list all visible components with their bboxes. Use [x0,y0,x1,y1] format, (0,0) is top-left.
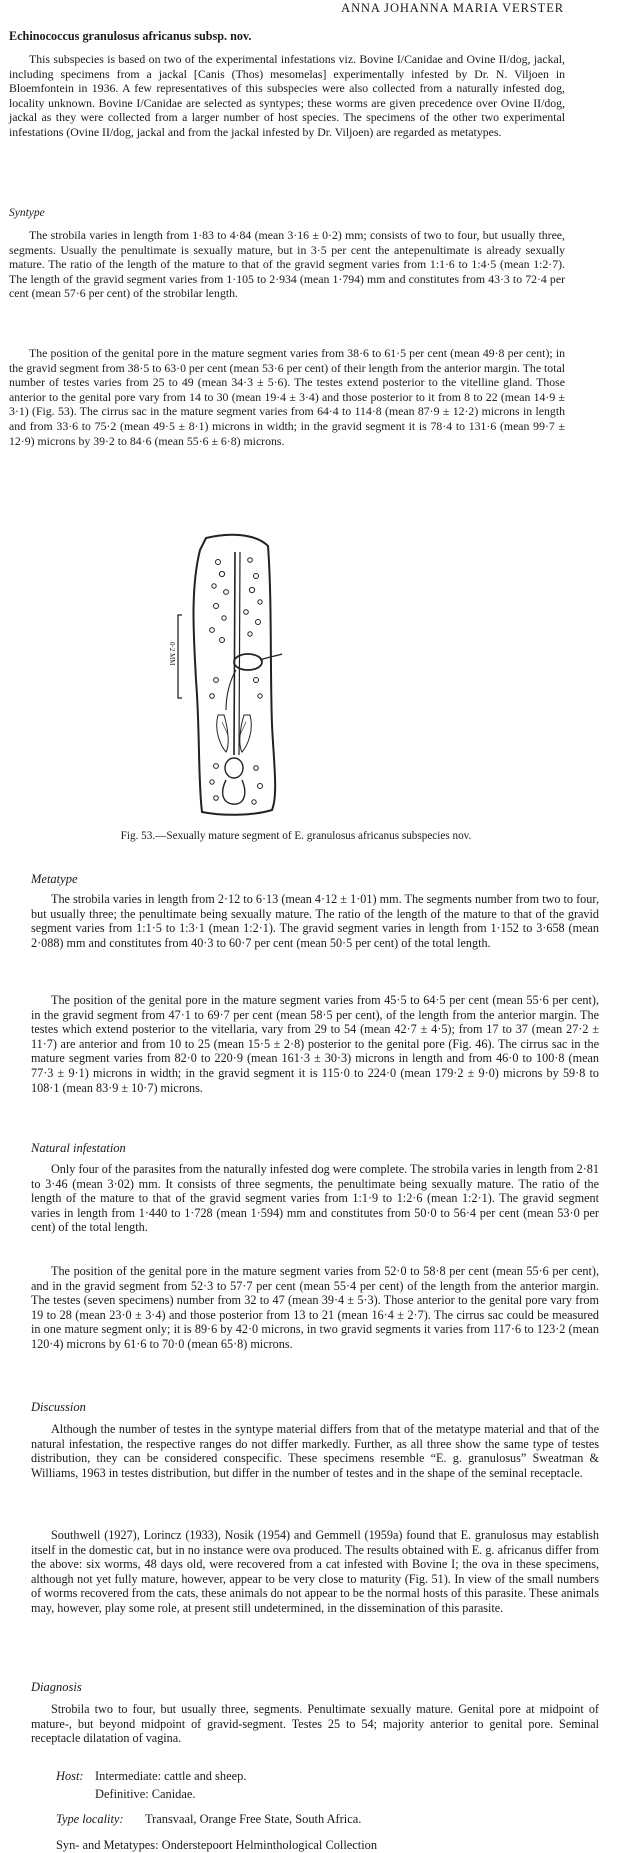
natural-infestation-paragraph-1: Only four of the parasites from the naturally infested dog were complete. The strobila varies in length from 2·81 to 3·46 (mean 3·02) mm. It consists of three segments, the penultimate being sexually mature. The ratio of the length of the mature to that of the gravid segment varies from 1:1·9 to 1:2·6 (mean 1:2·1). The gravid segment varies in length from 1·440 to 1·728 (mean 1·594) mm and constitutes from 50·0 to 56·4 per cent (mean 53·0 per cent) of the total length. [31,1162,599,1235]
natural-infestation-paragraph-2: The position of the genital pore in the mature segment varies from 52·0 to 58·8 per cent (mean 55·6 per cent), and in the gravid segment from 52·3 to 57·7 per cent (mean 55·4 per cent) of the length from the anterior margin. The testes (seven specimens) number from 32 to 47 (mean 39·4 ± 5·3). Those anterior to the genital pore vary from 19 to 28 (mean 23·0 ± 3·4) and those posterior from 13 to 21 (mean 16·4 ± 2·7). The cirrus sac could be measured in one mature segment only; it is 89·6 by 42·0 microns, in two gravid segments it varies from 117·6 to 123·2 (mean 120·4) microns by 61·6 to 70·0 (mean 65·8) microns. [31,1264,599,1351]
scale-bar-label: 0·2 MM [168,642,176,666]
metatype-heading: Metatype [31,872,78,886]
metatype-paragraph-2: The position of the genital pore in the mature segment varies from 45·5 to 64·5 per cent (mean 55·6 per cent), in the gravid segment from 47·1 to 69·7 per cent (mean 58·5 per cent), of the length from the anterior margin. The testes which extend posterior to the vitellaria, vary from 29 to 54 (mean 42·7 ± 4·5); from 17 to 37 (mean 27·2 ± 11·7) are anterior and from 10 to 25 (mean 15·5 ± 2·8) posterior to the genital pore (Fig. 46). The cirrus sac in the mature segment varies from 82·0 to 220·9 (mean 161·3 ± 30·3) microns in length and from 46·0 to 100·8 (mean 77·3 ± 9·1) microns in width; in the gravid segment it is 115·0 to 224·0 (mean 179·2 ± 9·0) microns by 59·8 to 108·1 (mean 83·9 ± 10·7) microns. [31,993,599,1095]
syntype-paragraph-1: The strobila varies in length from 1·83 to 4·84 (mean 3·16 ± 0·2) mm; consists of two to four, but usually three, segments. Usually the penultimate is sexually mature, but in 3·5 per cent the antepenultimate is already sexually mature. The ratio of the length of the mature to that of the gravid segment varies from 1:1·6 to 1:4·5 (mean 1:2·7). The length of the gravid segment varies from 1·105 to 2·934 (mean 1·794) mm and constitutes from 43·3 to 72·4 per cent (mean 57·6 per cent) of the strobilar length. [9,228,565,301]
discussion-heading: Discussion [31,1400,86,1414]
testes-cluster [210,558,263,804]
host-definitive: Definitive: Canidae. [95,1787,196,1801]
host-label: Host: [56,1769,84,1783]
section-title: Echinococcus granulosus africanus subsp. nov. [9,29,252,43]
discussion-paragraph-2: Southwell (1927), Lorincz (1933), Nosik (1954) and Gemmell (1959a) found that E. granulosus may establish itself in the domestic cat, but in no instance were ova produced. The results obtained with E. g. africanus differ from the above: six worms, 48 days old, were recovered from a cat infested with Bovine I; the ova in these specimens, although not yet fully mature, however, appear to be very close to maturity (Fig. 51). In view of the small numbers of worms recovered from the cats, these animals do not appear to be the normal hosts of this parasite. These animals may, however, play some role, at present still undetermined, in the dissemination of this parasite. [31,1528,599,1615]
scale-bar [178,615,182,698]
syntype-paragraph-2: The position of the genital pore in the mature segment varies from 38·6 to 61·5 per cent (mean 49·8 per cent); in the gravid segment from 38·5 to 63·0 per cent (mean 53·6 per cent) of their length from the anterior margin. The total number of testes varies from 25 to 49 (mean 34·3 ± 5·6). The testes extend posterior to the vitelline gland. Those anterior to the genital pore vary from 14 to 30 (mean 19·4 ± 3·4) and those posterior to it from 8 to 22 (mean 14·9 ± 3·1) (Fig. 53). The cirrus sac in the mature segment varies from 64·4 to 114·8 (mean 87·9 ± 12·2) microns in length and from 33·6 to 75·2 (mean 49·5 ± 8·1) microns in width; in the gravid segment it is 78·4 to 131·6 (mean 99·7 ± 12·9) microns by 39·2 to 84·6 (mean 55·6 ± 6·8) microns. [9,346,565,448]
discussion-paragraph-1: Although the number of testes in the syntype material differs from that of the metatype material and that of the natural infestation, the respective ranges do not differ markedly. Further, as all three show the same type of testes distribution, they can be considered conspecific. These specimens resemble “E. g. granulosus” Sweatman & Williams, 1963 in testes distribution, but differ in the number of testes and in the shape of the seminal receptacle. [31,1422,599,1480]
diagnosis-paragraph: Strobila two to four, but usually three, segments. Penultimate sexually mature. Genital pore at midpoint of mature-, but beyond midpoint of gravid-segment. Testes 25 to 54; majority anterior to genital pore. Seminal receptacle dilatation of vagina. [31,1702,599,1746]
host-intermediate: Intermediate: cattle and sheep. [95,1769,247,1783]
cut-off-footer-line: Syn- and Metatypes: Onderstepoort Helminthological Collection [56,1838,378,1852]
intro-paragraph: This subspecies is based on two of the experimental infestations viz. Bovine I/Canidae and Ovine II/dog, jackal, including specimens from a jackal [Canis (Thos) mesomelas] experimentally infested by Dr. N. Viljoen in Bloemfontein in 1936. A few representatives of this subspecies were also collected from a naturally infested dog, locality unknown. Bovine I/Canidae are selected as syntypes; these worms are given precedence over Ovine II/dog, jackal as they were collected from a larger number of host species. The specimens of the other two experimental infestations (Ovine II/dog, jackal and from the jackal infested by Dr. Viljoen) are regarded as metatypes. [9,52,565,139]
type-locality-value: Transvaal, Orange Free State, South Africa. [145,1812,362,1826]
type-locality-label: Type locality: [56,1812,124,1826]
figure-53-caption: Fig. 53.—Sexually mature segment of E. granulosus africanus subspecies nov. [120,830,472,842]
running-header-author: ANNA JOHANNA MARIA VERSTER [341,1,564,15]
metatype-paragraph-1: The strobila varies in length from 2·12 to 6·13 (mean 4·12 ± 1·01) mm. The segments number from two to four, but usually three; the penultimate being sexually mature. The ratio of the length of the mature to that of the gravid segment varies from 1:1·5 to 1:3·1 (mean 1:2·1). The gravid segment varies in length from 1·152 to 3·658 (mean 2·088) mm and constitutes from 40·3 to 60·7 per cent (mean 50·5 per cent) of the total length. [31,892,599,950]
ovary [223,758,245,804]
syntype-heading: Syntype [9,207,45,219]
figure-53-segment-drawing [160,530,320,820]
natural-infestation-heading: Natural infestation [31,1141,126,1155]
uterus-stem [234,552,240,755]
diagnosis-heading: Diagnosis [31,1680,82,1694]
